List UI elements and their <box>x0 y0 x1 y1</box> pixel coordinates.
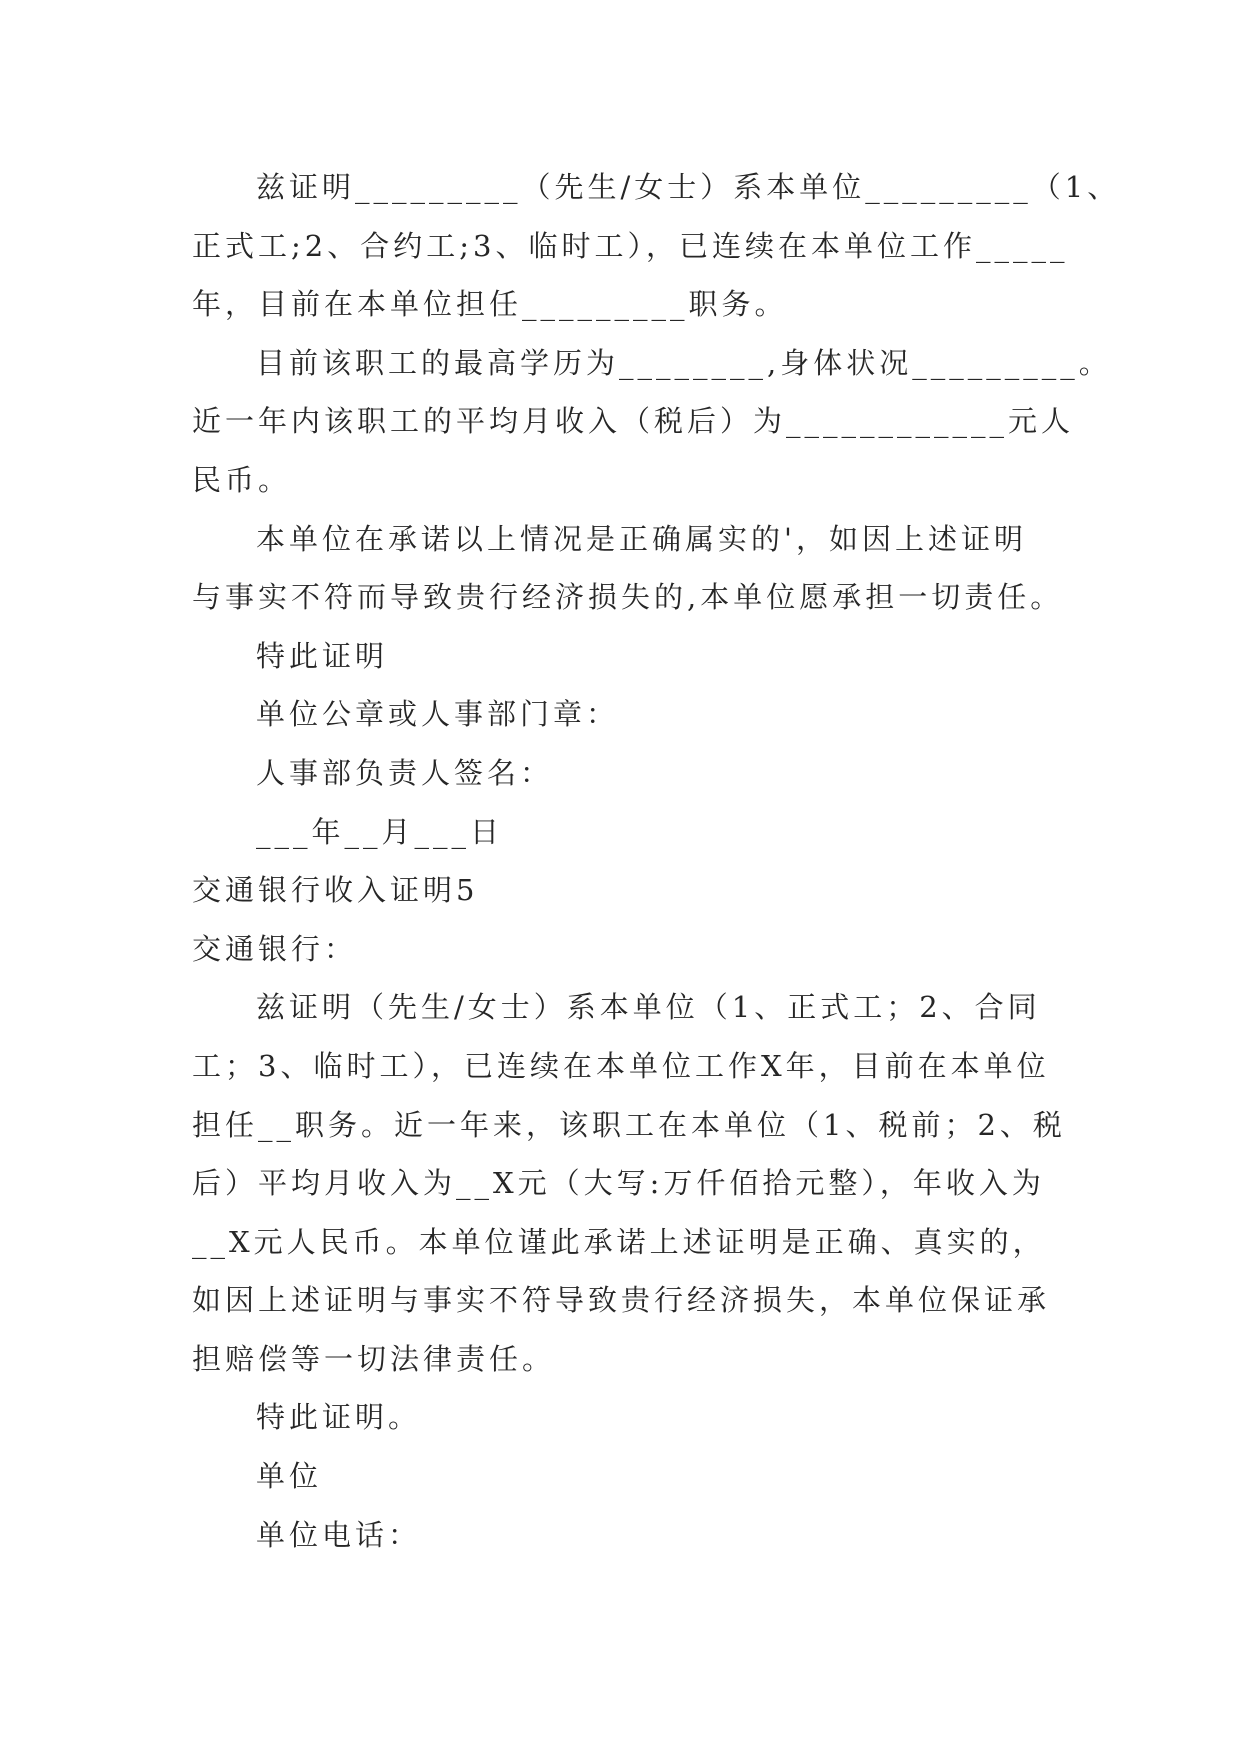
document-page <box>192 158 1121 1564</box>
text-line: 与事实不符而导致贵行经济损失的,本单位愿承担一切责任。 <box>192 580 1064 615</box>
text-line: 后）平均月收入为__X元（大写:万仟佰拾元整），年收入为 <box>192 1166 1045 1201</box>
paragraph-employment-certificate <box>192 158 1121 334</box>
text-line: 担任__职务。近一年来，该职工在本单位（1、税前；2、税 <box>192 1107 1066 1142</box>
text-line: 民币。 <box>192 462 292 497</box>
text-line: 正式工;2、合约工;3、临时工），已连续在本单位工作_____ <box>192 228 1069 263</box>
addressee: 交通银行： <box>192 931 358 966</box>
text-line: 年，目前在本单位担任_________职务。 <box>192 287 788 322</box>
paragraph-commitment <box>192 510 1064 627</box>
signature-field-label: 人事部负责人签名： <box>256 755 554 790</box>
closing-statement: 特此证明 <box>256 638 389 673</box>
text-line: 担赔偿等一切法律责任。 <box>192 1341 556 1376</box>
text-line: 兹证明（先生/女士）系本单位（1、正式工；2、合同 <box>256 990 1041 1025</box>
closing-statement-2: 特此证明。 <box>256 1400 422 1435</box>
paragraph-education-income <box>192 334 1112 510</box>
text-line: 本单位在承诺以上情况是正确属实的'，如因上述证明 <box>256 521 1027 556</box>
unit-field-label: 单位 <box>256 1459 323 1494</box>
date-field: ___年__月___日 <box>256 814 504 849</box>
seal-field-label: 单位公章或人事部门章： <box>256 697 620 732</box>
text-line: 近一年内该职工的平均月收入（税后）为____________元人 <box>192 404 1075 439</box>
text-line: 目前该职工的最高学历为________,身体状况_________。 <box>256 345 1112 380</box>
unit-phone-field-label: 单位电话： <box>256 1517 422 1552</box>
text-line: 兹证明_________（先生/女士）系本单位_________（1、 <box>256 170 1121 204</box>
text-line: 如因上述证明与事实不符导致贵行经济损失，本单位保证承 <box>192 1283 1051 1318</box>
section-heading: 交通银行收入证明5 <box>192 873 479 908</box>
paragraph-income-certificate <box>192 978 1066 1388</box>
text-line: 工；3、临时工），已连续在本单位工作X年，目前在本单位 <box>192 1048 1050 1083</box>
text-line: __X元人民币。本单位谨此承诺上述证明是正确、真实的， <box>192 1224 1046 1259</box>
